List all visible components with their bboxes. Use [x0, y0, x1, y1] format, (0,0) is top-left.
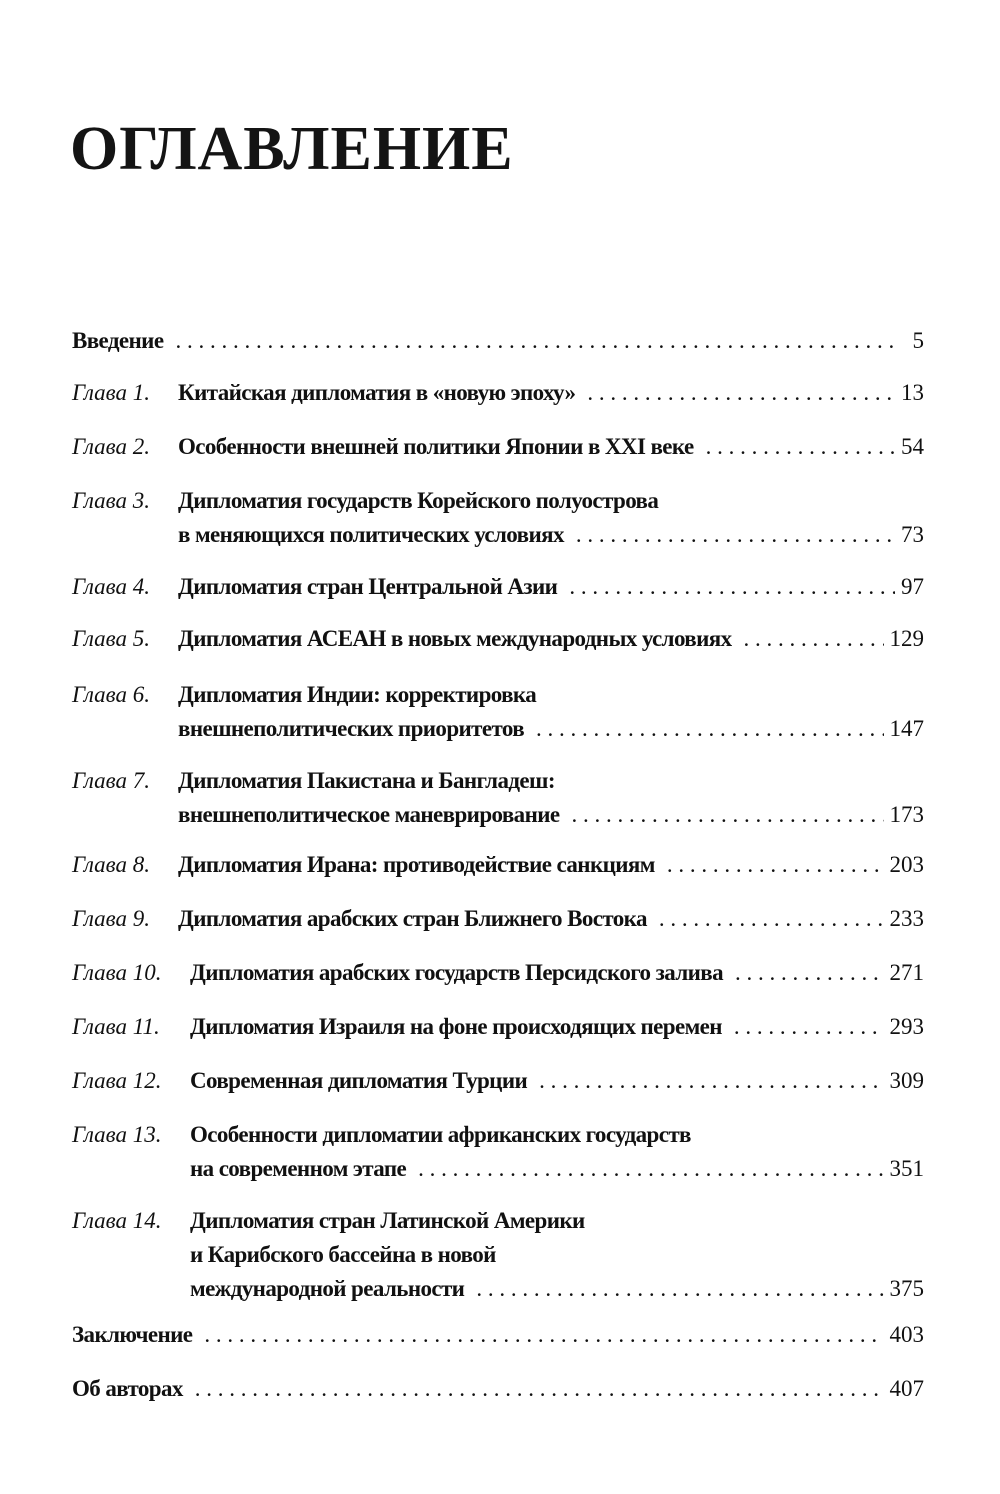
dot-leader	[536, 712, 883, 746]
chapter-title: Китайская дипломатия в «новую эпоху»	[178, 380, 576, 405]
toc-line	[72, 376, 924, 410]
toc-entry[interactable]	[72, 324, 924, 358]
toc-line	[72, 1372, 924, 1406]
toc-line	[72, 902, 924, 936]
page-number: 233	[889, 906, 924, 931]
toc-line	[72, 1204, 924, 1238]
dot-leader	[735, 956, 883, 990]
toc-line	[72, 1318, 924, 1352]
dot-leader	[667, 848, 884, 882]
page-number: 129	[889, 626, 924, 651]
chapter-title: Дипломатия Пакистана и Бангладеш:	[178, 768, 555, 793]
page-number: 309	[889, 1068, 924, 1093]
chapter-title: международной реальности	[190, 1276, 465, 1301]
toc-line	[72, 956, 924, 990]
chapter-title: Дипломатия стран Центральной Азии	[178, 574, 558, 599]
chapter-title: Современная дипломатия Турции	[190, 1068, 528, 1093]
toc-line	[72, 324, 924, 358]
toc-line	[72, 678, 924, 712]
chapter-title: Дипломатия арабских государств Персидского залива	[190, 960, 724, 985]
toc-entry[interactable]	[72, 622, 924, 656]
chapter-label: Глава 11.	[72, 1014, 160, 1039]
toc-entry[interactable]	[72, 956, 924, 990]
dot-leader	[587, 376, 895, 410]
chapter-label: Глава 6.	[72, 682, 150, 707]
page-number: 97	[901, 574, 924, 599]
dot-leader	[204, 1318, 883, 1352]
chapter-label: Глава 3.	[72, 488, 150, 513]
chapter-title: Введение	[72, 328, 164, 353]
toc-entry[interactable]	[72, 1064, 924, 1098]
page-number: 73	[901, 522, 924, 547]
page-number: 173	[889, 802, 924, 827]
toc-line	[72, 1064, 924, 1098]
page-number: 147	[889, 716, 924, 741]
toc-line	[72, 518, 924, 552]
toc-entry[interactable]	[72, 902, 924, 936]
toc-entry[interactable]	[72, 1118, 924, 1186]
chapter-label: Глава 8.	[72, 852, 150, 877]
chapter-title: внешнеполитическое маневрирование	[178, 802, 560, 827]
toc-line	[72, 1152, 924, 1186]
toc-line	[72, 430, 924, 464]
dot-leader	[195, 1372, 884, 1406]
dot-leader	[571, 798, 883, 832]
page-number: 13	[901, 380, 924, 405]
chapter-label: Глава 10.	[72, 960, 162, 985]
page-number: 54	[901, 434, 924, 459]
toc-line	[72, 764, 924, 798]
chapter-label: Глава 2.	[72, 434, 150, 459]
chapter-title: в меняющихся политических условиях	[178, 522, 564, 547]
dot-leader	[744, 622, 884, 656]
chapter-label: Глава 5.	[72, 626, 150, 651]
chapter-label: Глава 4.	[72, 574, 150, 599]
chapter-title: Дипломатия Ирана: противодействие санкциям	[178, 852, 655, 877]
dot-leader	[706, 430, 895, 464]
dot-leader	[476, 1272, 883, 1306]
page-number: 203	[889, 852, 924, 877]
toc-entry[interactable]	[72, 1010, 924, 1044]
chapter-title: и Карибского бассейна в новой	[190, 1242, 496, 1267]
page-number: 5	[912, 328, 924, 353]
dot-leader	[569, 570, 895, 604]
page-number: 375	[889, 1276, 924, 1301]
page-number: 403	[889, 1322, 924, 1347]
toc-entry[interactable]	[72, 848, 924, 882]
toc-line	[72, 798, 924, 832]
dot-leader	[576, 518, 895, 552]
chapter-title: Дипломатия арабских стран Ближнего Востока	[178, 906, 647, 931]
chapter-title: Об авторах	[72, 1376, 183, 1401]
chapter-title: Дипломатия Израиля на фоне происходящих перемен	[190, 1014, 722, 1039]
toc-entry[interactable]	[72, 570, 924, 604]
chapter-title: Дипломатия стран Латинской Америки	[190, 1208, 585, 1233]
toc-line	[72, 848, 924, 882]
toc-line	[72, 570, 924, 604]
toc-entry[interactable]	[72, 1204, 924, 1306]
chapter-title: на современном этапе	[190, 1156, 407, 1181]
chapter-label: Глава 13.	[72, 1122, 162, 1147]
chapter-label: Глава 14.	[72, 1208, 162, 1233]
chapter-title: Заключение	[72, 1322, 193, 1347]
chapter-title: Дипломатия Индии: корректировка	[178, 682, 537, 707]
toc-line	[72, 712, 924, 746]
page-number: 271	[889, 960, 924, 985]
chapter-label: Глава 12.	[72, 1068, 162, 1093]
toc-entry[interactable]	[72, 376, 924, 410]
toc-line	[72, 1272, 924, 1306]
dot-leader	[175, 324, 898, 358]
page-title: ОГЛАВЛЕНИЕ	[70, 115, 514, 183]
toc-entry[interactable]	[72, 1318, 924, 1352]
page-number: 293	[889, 1014, 924, 1039]
chapter-label: Глава 7.	[72, 768, 150, 793]
chapter-title: Особенности внешней политики Японии в XXI веке	[178, 434, 694, 459]
toc-line	[72, 484, 924, 518]
dot-leader	[734, 1010, 884, 1044]
toc-entry[interactable]	[72, 1372, 924, 1406]
chapter-title: Дипломатия АСЕАН в новых международных условиях	[178, 626, 732, 651]
toc-entry[interactable]	[72, 678, 924, 746]
chapter-label: Глава 9.	[72, 906, 150, 931]
page-number: 407	[889, 1376, 924, 1401]
toc-line	[72, 1238, 924, 1272]
toc-entry[interactable]	[72, 764, 924, 832]
toc-line	[72, 622, 924, 656]
page-number: 351	[889, 1156, 924, 1181]
chapter-label: Глава 1.	[72, 380, 150, 405]
chapter-title: внешнеполитических приоритетов	[178, 716, 525, 741]
toc-entry[interactable]	[72, 484, 924, 552]
dot-leader	[659, 902, 884, 936]
dot-leader	[418, 1152, 883, 1186]
dot-leader	[539, 1064, 883, 1098]
toc-entry[interactable]	[72, 430, 924, 464]
toc-line	[72, 1010, 924, 1044]
chapter-title: Особенности дипломатии африканских государств	[190, 1122, 691, 1147]
toc-line	[72, 1118, 924, 1152]
chapter-title: Дипломатия государств Корейского полуострова	[178, 488, 659, 513]
